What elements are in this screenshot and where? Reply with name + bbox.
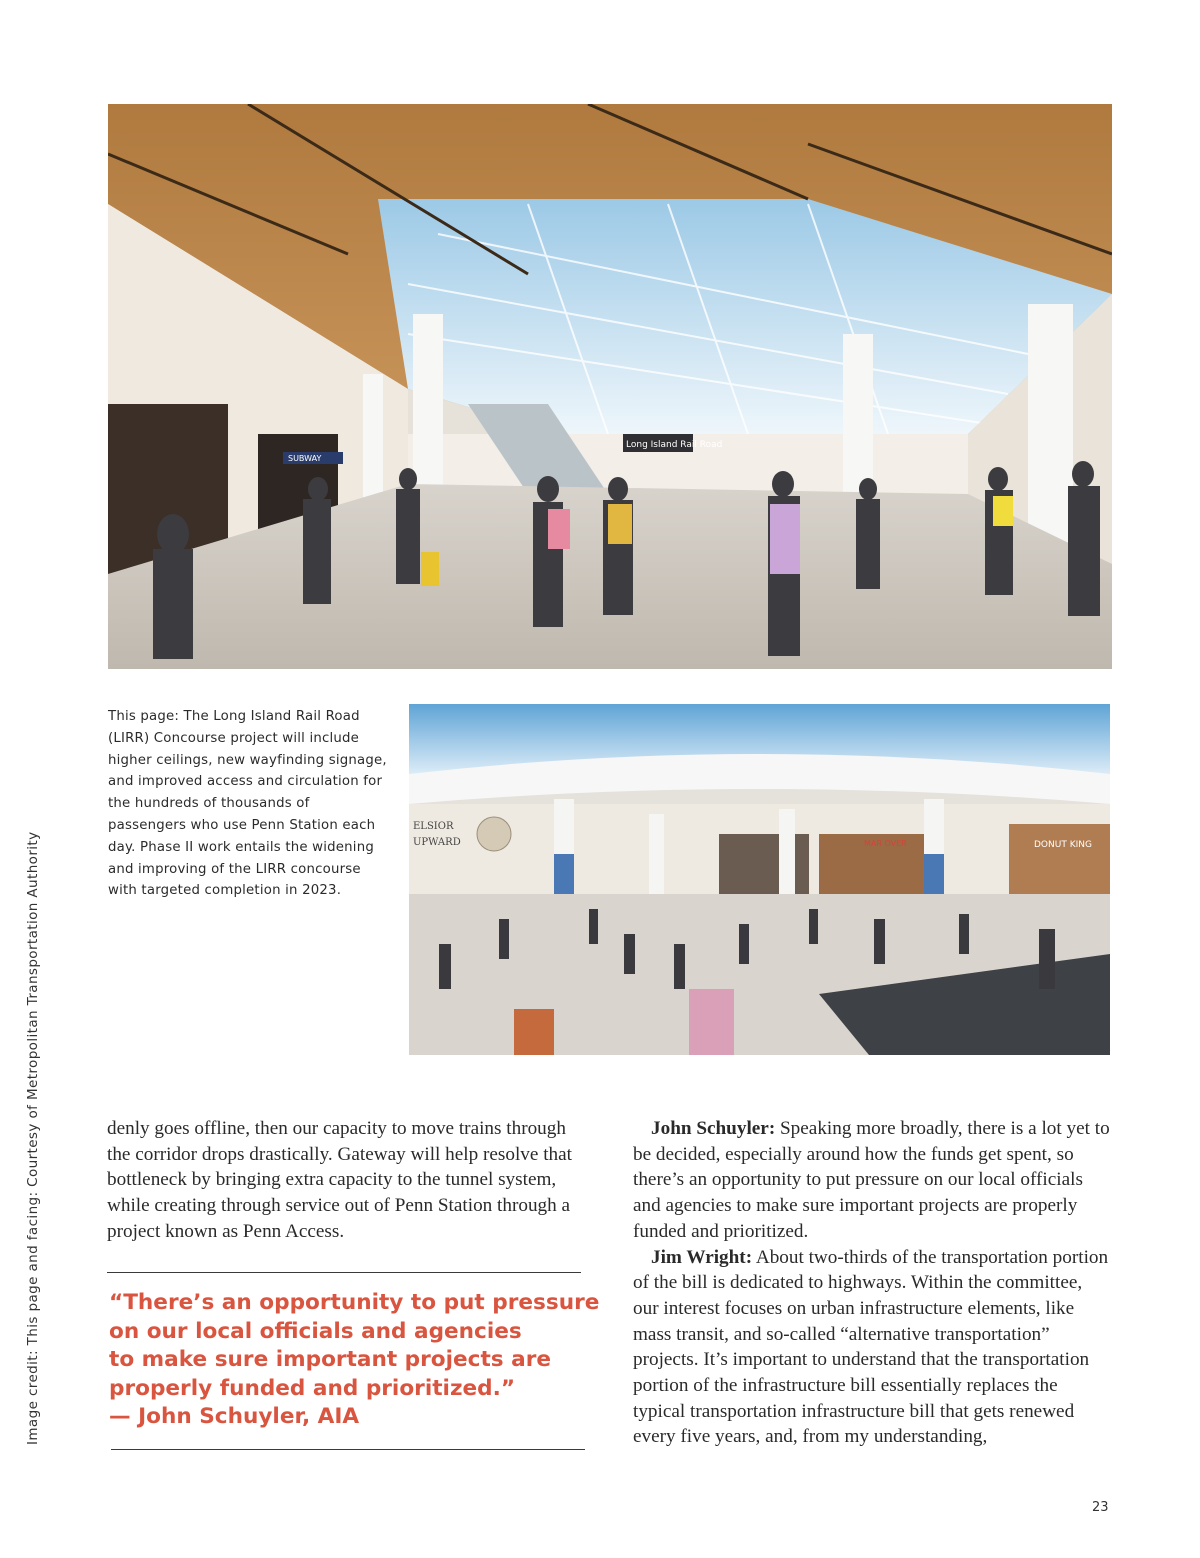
page-number: 23 xyxy=(1092,1500,1109,1515)
right-paragraph-2 xyxy=(633,1245,1111,1451)
right-column xyxy=(633,1116,1111,1450)
left-paragraph: denly goes offline, then our capacity to move trains through the corridor drops drastically. Gateway will help resolve that bottleneck by bringing extra capacity to the tunnel system, while creating through service out of Penn Station through a project known as Penn Access. xyxy=(107,1118,572,1242)
concourse-rendering-secondary xyxy=(409,704,1110,1055)
right-paragraph-1 xyxy=(633,1116,1111,1245)
sign-lirr: Long Island Rail Road xyxy=(626,440,723,450)
sign-upward: UPWARD xyxy=(413,837,461,848)
pull-quote-line: on our local officials and agencies xyxy=(109,1318,522,1344)
paragraph-text: About two-thirds of the transportation portion of the bill is dedicated to highways. Within the committee, our interest focuses on urban infrastructure elements, like mass transit, and so-called “alternative transportation” projects. It’s important to understand that the transportation portion of the infrastructure bill essentially replaces the typical transportation infrastructure bill that gets renewed every five years, and, from my understanding, xyxy=(633,1246,1109,1448)
pull-quote-rule-top xyxy=(107,1272,581,1273)
concourse-rendering-main xyxy=(108,104,1112,669)
sign-store-b: DONUT KING xyxy=(1034,840,1092,850)
sign-subway: SUBWAY xyxy=(288,454,322,463)
pull-quote-attribution: — John Schuyler, AIA xyxy=(109,1404,360,1429)
speaker-wright: Jim Wright: xyxy=(651,1246,753,1268)
pull-quote-line: to make sure important projects are xyxy=(109,1347,552,1372)
image-credit: Image credit: This page and facing: Courtesy of Metropolitan Transportation Authority xyxy=(25,831,41,1445)
sign-excelsior: ELSIOR xyxy=(413,821,454,832)
sign-store-a: MAR OVER xyxy=(864,839,907,848)
pull-quote-rule-bottom xyxy=(111,1449,585,1450)
photo-caption: This page: The Long Island Rail Road (LIRR) Concourse project will include higher ceilings, new wayfinding signage, and improved access and circulation for the hundreds of thousands of passengers who use Penn Station each day. Phase II work entails the widening and improving of the LIRR concourse with targeted completion in 2023. xyxy=(108,709,387,899)
paragraph-text: Speaking more broadly, there is a lot yet to be decided, especially around how the funds get spent, so there’s an opportunity to put pressure on our local officials and agencies to make sure important projects are properly funded and prioritized. xyxy=(633,1118,1110,1242)
concourse-photo-main xyxy=(108,104,1112,669)
speaker-schuyler: John Schuyler: xyxy=(651,1118,776,1139)
pull-quote-line: “There’s an opportunity to put pressure xyxy=(109,1290,600,1315)
pull-quote xyxy=(109,1289,600,1432)
left-column xyxy=(107,1116,585,1245)
concourse-photo-secondary xyxy=(409,704,1110,1055)
pull-quote-line: properly funded and prioritized.” xyxy=(109,1375,516,1401)
